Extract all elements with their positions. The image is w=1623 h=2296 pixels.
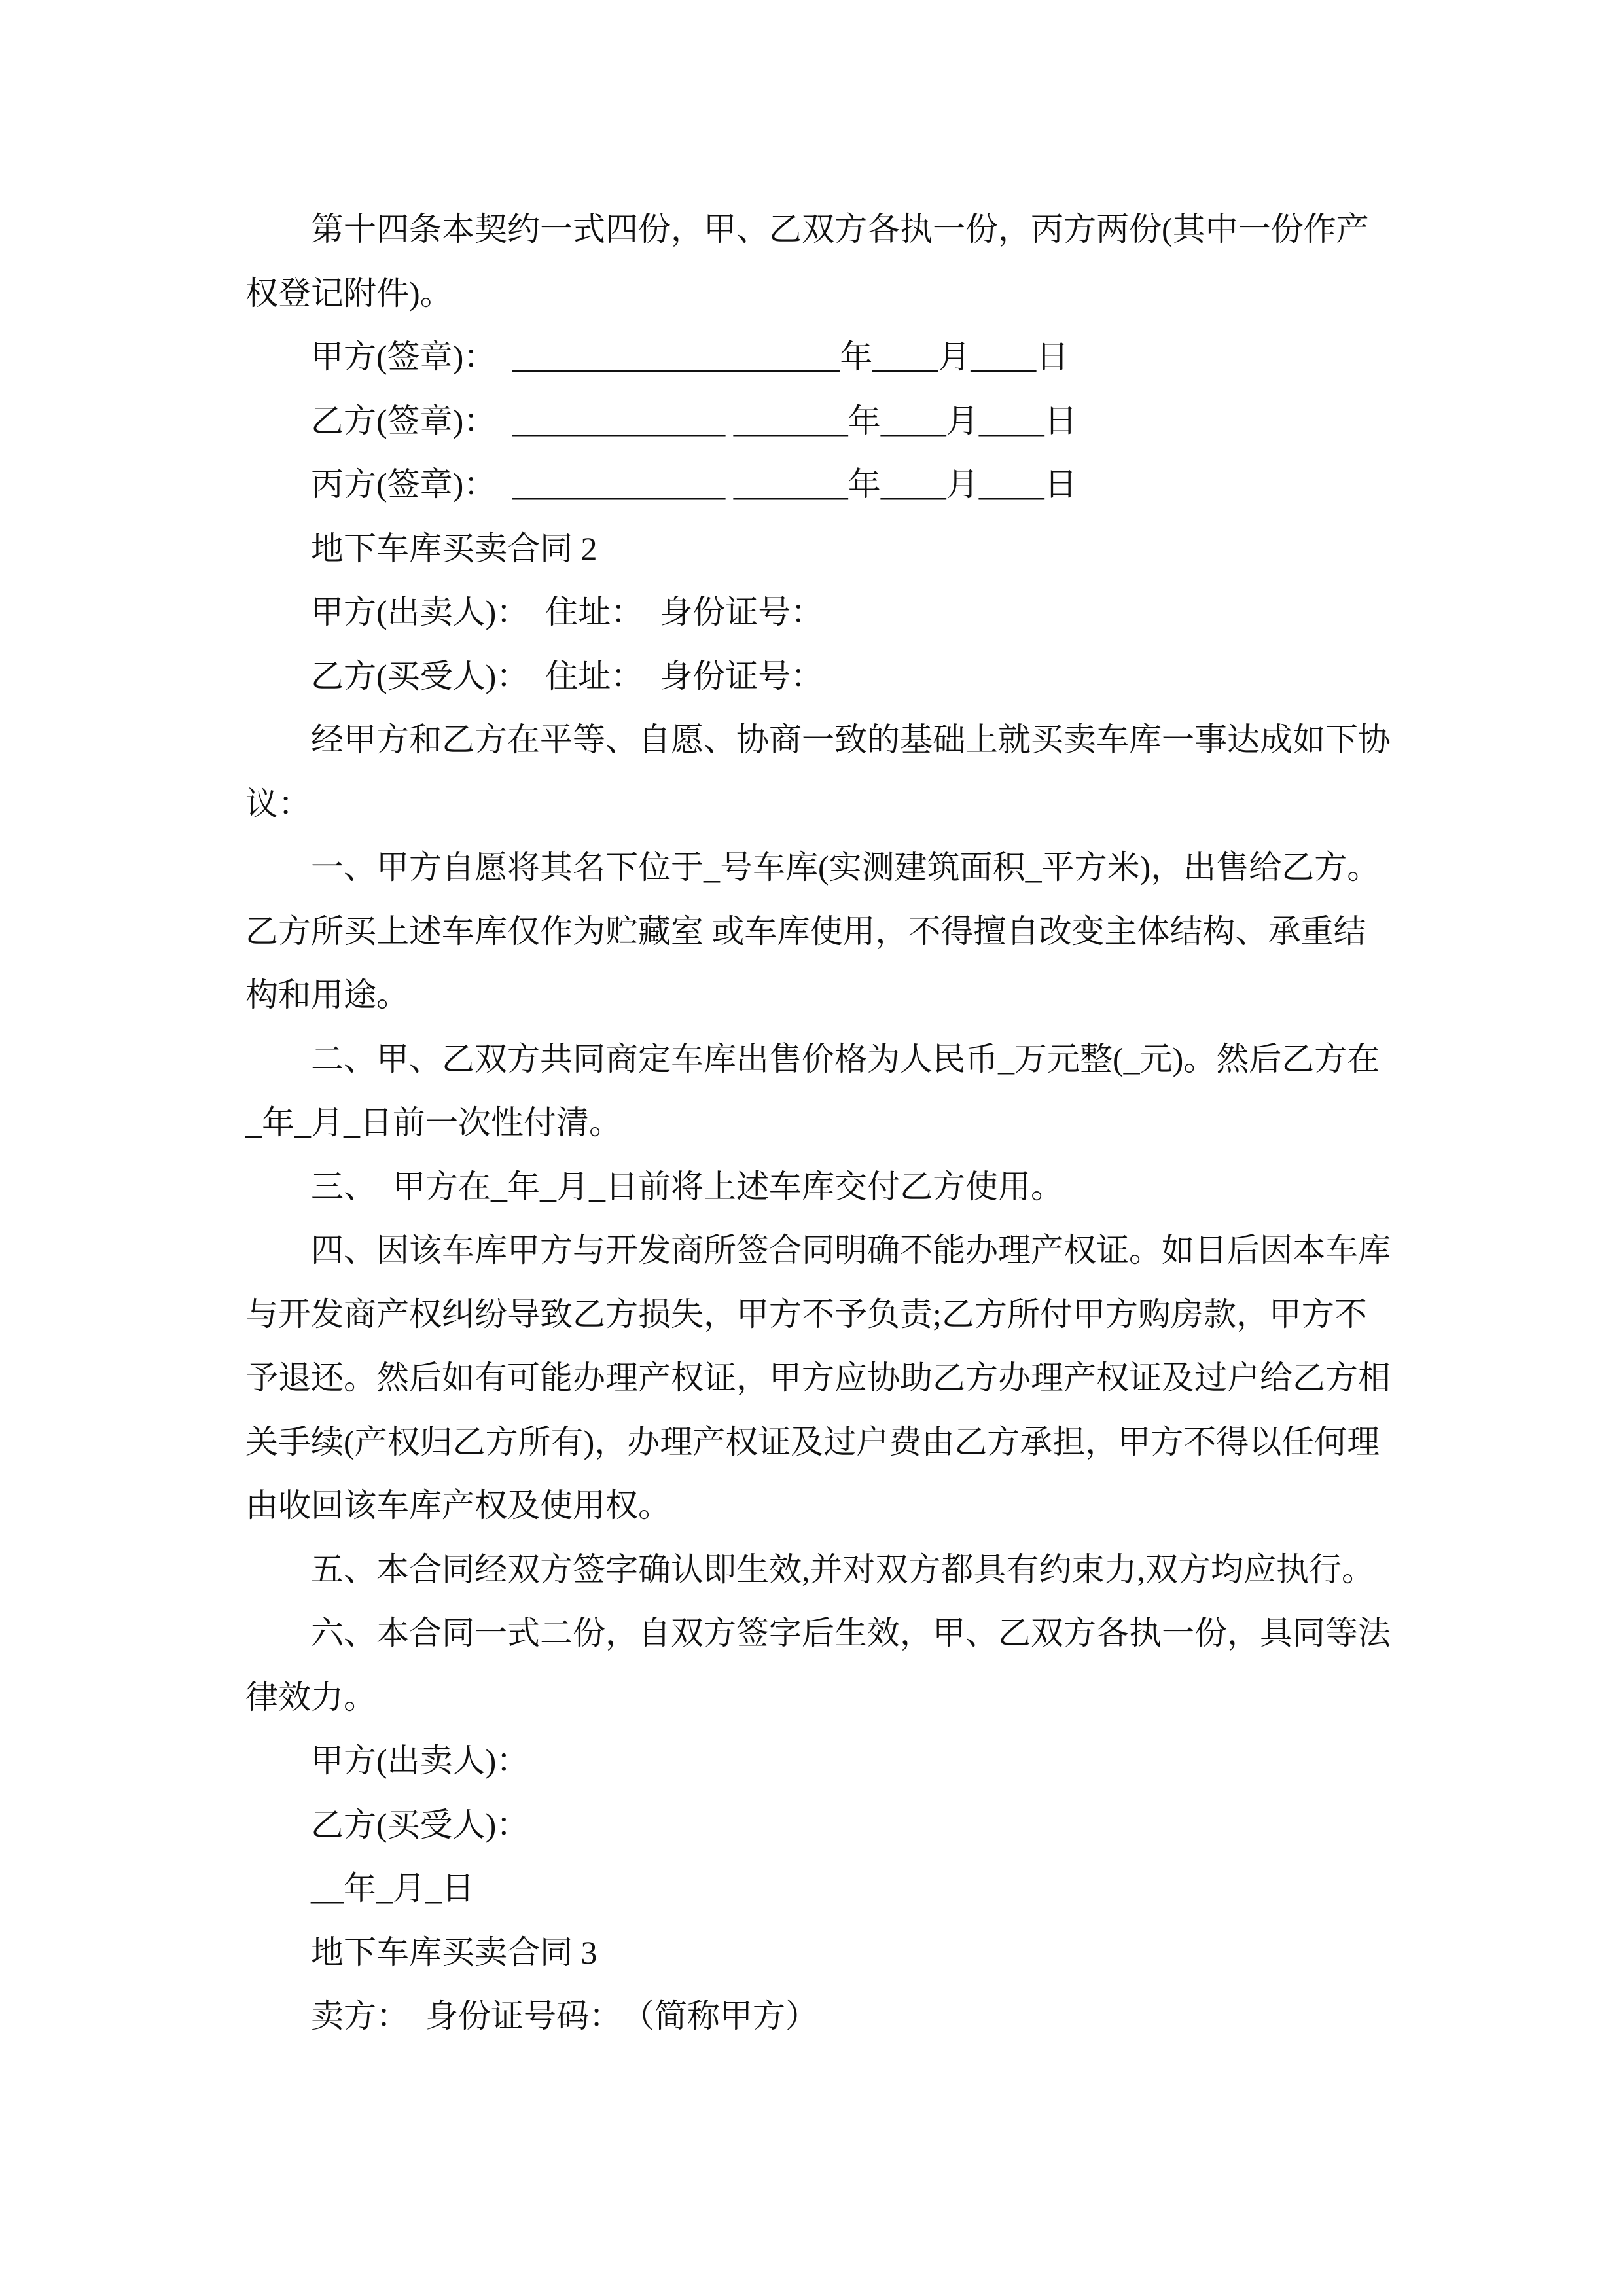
- document-line: 甲方(签章)： ____________________年____月____日: [311, 338, 1069, 375]
- document-line: 六、本合同一式二份，自双方签字后生效，甲、乙双方各执一份，具同等法: [311, 1615, 1391, 1651]
- document-line: 关手续(产权归乙方所有)，办理产权证及过户费由乙方承担，甲方不得以任何理: [245, 1423, 1380, 1460]
- document-line: 由收回该车库产权及使用权。: [245, 1487, 671, 1524]
- document-line: 予退还。然后如有可能办理产权证，甲方应协助乙方办理产权证及过户给乙方相: [245, 1359, 1391, 1396]
- document-line: __年_月_日: [311, 1870, 474, 1907]
- document-line: 丙方(签章)： _____________ _______年____月____日: [311, 466, 1077, 503]
- document-line: 第十四条本契约一式四份，甲、乙双方各执一份，丙方两份(其中一份作产: [311, 211, 1369, 247]
- document-line: 卖方： 身份证号码： （简称甲方）: [311, 1998, 818, 2034]
- document-line: 乙方(签章)： _____________ _______年____月____日: [311, 402, 1077, 439]
- document-line: 五、本合同经双方签字确认即生效,并对双方都具有约束力,双方均应执行。: [311, 1551, 1374, 1588]
- document-line: 构和用途。: [245, 977, 409, 1013]
- document-line: 乙方(买受人)： 住址： 身份证号：: [311, 657, 824, 694]
- document-line: 律效力。: [245, 1678, 376, 1715]
- document-line: 二、甲、乙双方共同商定车库出售价格为人民币_万元整(_元)。然后乙方在: [311, 1040, 1380, 1077]
- document-line: 权登记附件)。: [245, 274, 453, 312]
- document-line: 一、甲方自愿将其名下位于_号车库(实测建筑面积_平方米)，出售给乙方。: [311, 849, 1380, 886]
- document-line: 地下车库买卖合同 2: [311, 529, 597, 567]
- document-line: 经甲方和乙方在平等、自愿、协商一致的基础上就买卖车库一事达成如下协: [311, 721, 1391, 758]
- document-line: 甲方(出卖人)：: [311, 1742, 529, 1779]
- contract-text-block: [245, 198, 1391, 2049]
- document-line: 甲方(出卖人)： 住址： 身份证号：: [311, 594, 824, 630]
- document-line: 三、 甲方在_年_月_日前将上述车库交付乙方使用。: [311, 1168, 1063, 1205]
- document-line: 与开发商产权纠纷导致乙方损失，甲方不予负责;乙方所付甲方购房款，甲方不: [245, 1295, 1367, 1333]
- document-line: 地下车库买卖合同 3: [311, 1933, 597, 1971]
- document-line: 议：: [245, 785, 311, 822]
- document-line: 乙方(买受人)：: [311, 1806, 529, 1843]
- document-line: _年_月_日前一次性付清。: [245, 1104, 622, 1141]
- document-line: 乙方所买上述车库仅作为贮藏室 或车库使用，不得擅自改变主体结构、承重结: [245, 912, 1366, 950]
- document-line: 四、因该车库甲方与开发商所签合同明确不能办理产权证。如日后因本车库: [311, 1232, 1391, 1268]
